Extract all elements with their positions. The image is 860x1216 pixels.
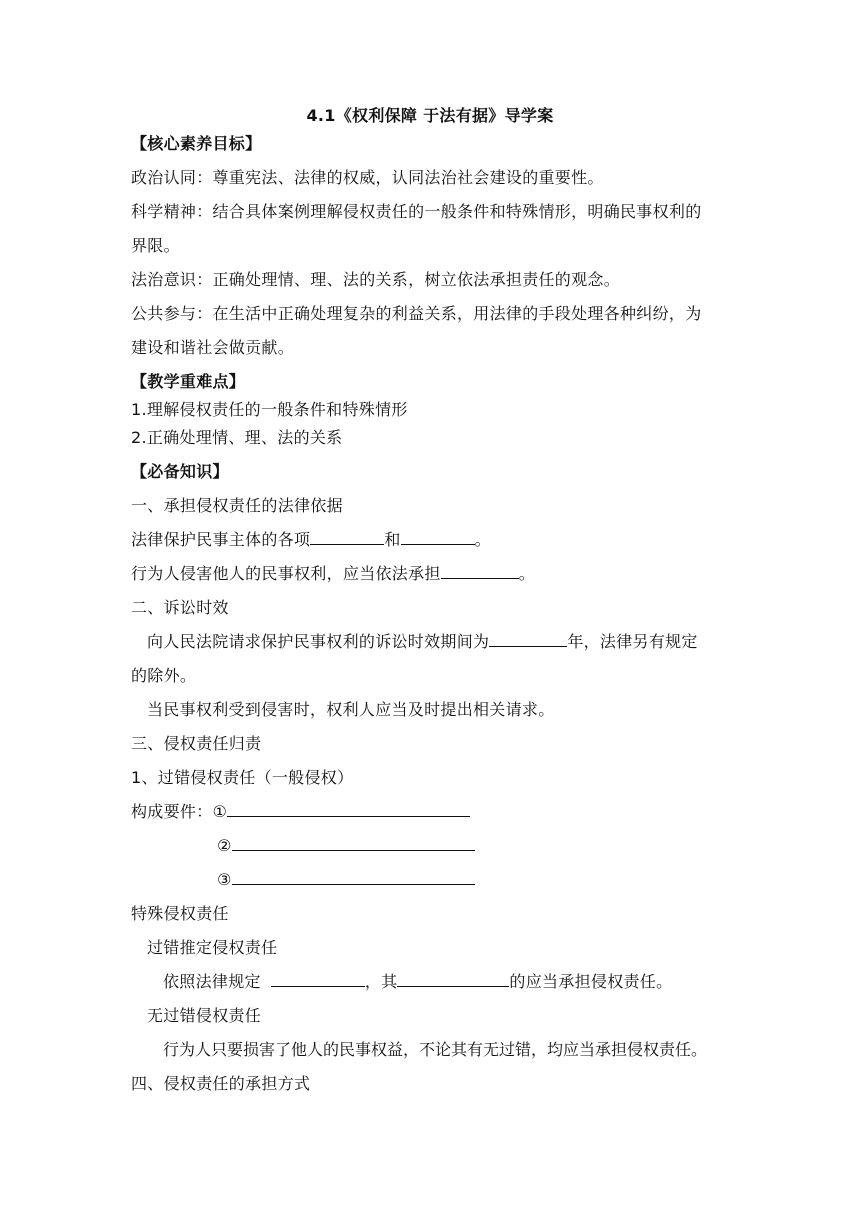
blank-field[interactable]: [441, 564, 519, 579]
core-goal-political: 政治认同：尊重宪法、法律的权威，认同法治社会建设的重要性。: [131, 168, 604, 187]
blank-field[interactable]: [401, 530, 475, 545]
blank-field[interactable]: [397, 972, 509, 987]
fill-line-liability: 行为人侵害他人的民事权利，应当依法承担 。: [131, 564, 536, 583]
section-1-title: 一、承担侵权责任的法律依据: [131, 496, 343, 515]
section-4-title: 四、侵权责任的承担方式: [131, 1074, 311, 1093]
element-line-3: ③: [217, 870, 475, 890]
core-goal-public-1: 公共参与：在生活中正确处理复杂的利益关系，用法律的手段处理各种纠纷，为: [131, 304, 702, 323]
key-points-heading: 【教学重难点】: [131, 372, 246, 391]
element-line-2: ②: [217, 836, 475, 856]
core-goal-law: 法治意识：正确处理情、理、法的关系，树立依法承担责任的观念。: [131, 270, 621, 289]
section-2-title: 二、诉讼时效: [131, 598, 229, 617]
knowledge-heading: 【必备知识】: [131, 462, 229, 481]
no-fault-desc: 行为人只要损害了他人的民事权益，不论其有无过错，均应当承担侵权责任。: [163, 1040, 708, 1059]
document-title: 4.1《权利保障 于法有据》导学案: [306, 106, 554, 125]
core-goal-science-2: 界限。: [131, 236, 180, 255]
blank-field[interactable]: [232, 836, 475, 851]
limitation-note: 当民事权利受到侵害时，权利人应当及时提出相关请求。: [147, 700, 555, 719]
fill-line-presumed: 依照法律规定 ，其 的应当承担侵权责任。: [163, 972, 673, 991]
section-3-title: 三、侵权责任归责: [131, 734, 262, 753]
limitation-exception: 的除外。: [131, 666, 197, 685]
element-line-1: 构成要件：①: [131, 802, 470, 822]
blank-field[interactable]: [310, 530, 384, 545]
blank-field[interactable]: [489, 632, 567, 647]
core-goals-heading: 【核心素养目标】: [131, 134, 262, 153]
core-goal-public-2: 建设和谐社会做贡献。: [131, 338, 295, 357]
blank-field[interactable]: [232, 870, 475, 885]
fill-line-protection: 法律保护民事主体的各项 和 。: [131, 530, 491, 549]
presumed-fault-title: 过错推定侵权责任: [147, 938, 278, 957]
key-point-1: 1.理解侵权责任的一般条件和特殊情形: [131, 400, 408, 419]
key-point-2: 2.正确处理情、理、法的关系: [131, 428, 343, 447]
blank-field[interactable]: [227, 802, 470, 817]
no-fault-title: 无过错侵权责任: [147, 1006, 262, 1025]
fault-liability-title: 1、过错侵权责任（一般侵权）: [131, 768, 354, 787]
special-liability-title: 特殊侵权责任: [131, 904, 229, 923]
core-goal-science-1: 科学精神：结合具体案例理解侵权责任的一般条件和特殊情形，明确民事权利的: [131, 202, 702, 221]
blank-field[interactable]: [271, 972, 365, 987]
fill-line-limitation: 向人民法院请求保护民事权利的诉讼时效期间为 年，法律另有规定: [147, 632, 698, 651]
